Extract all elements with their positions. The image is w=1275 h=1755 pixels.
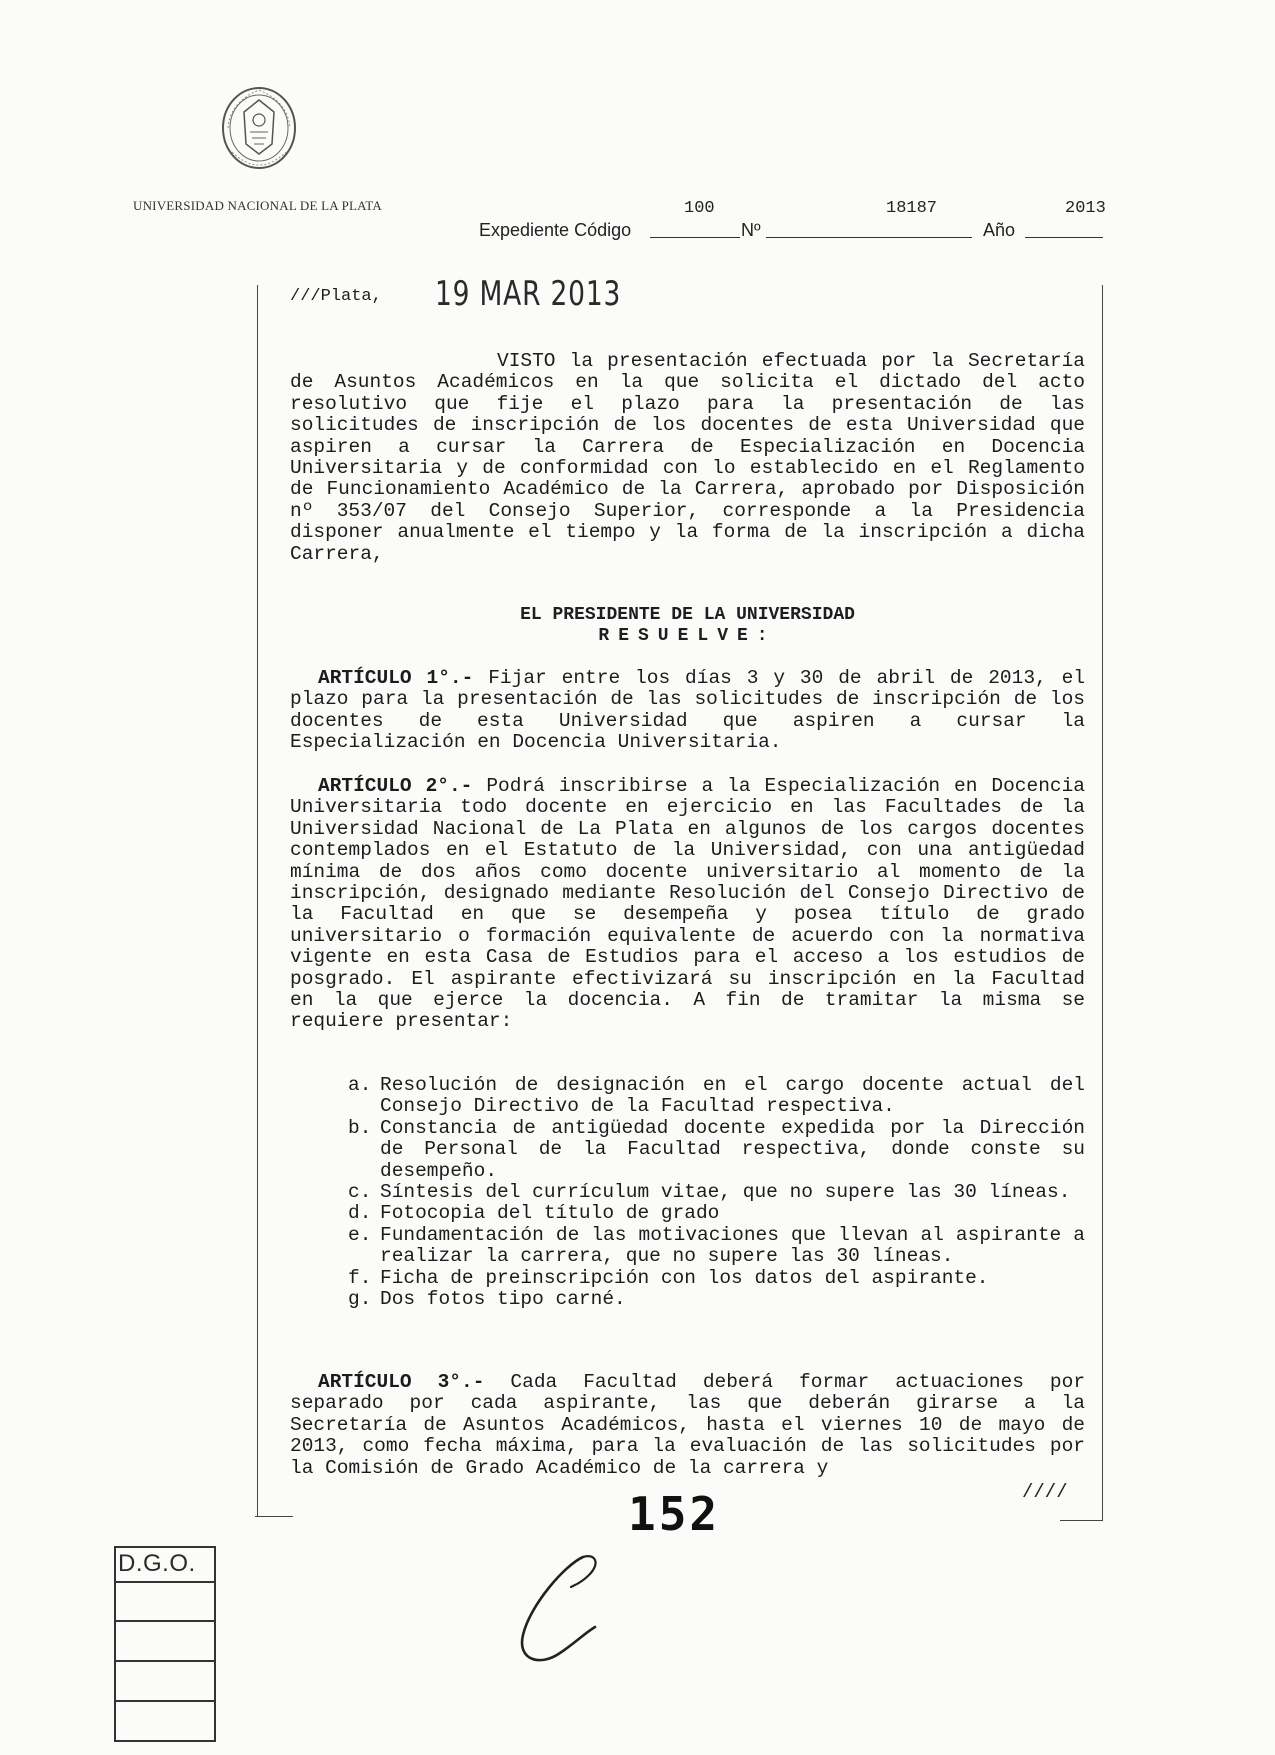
article-2 <box>290 776 1085 1033</box>
list-item <box>348 1268 1085 1289</box>
frame-bottom-left-rule <box>255 1516 293 1517</box>
list-item <box>348 1203 1085 1224</box>
list-item-text: Constancia de antigüedad docente expedida por la Dirección de Personal de la Facultad respectiva, donde conste su desempeño. <box>380 1116 1085 1182</box>
list-item-text: Síntesis del currículum vitae, que no supere las 30 líneas. <box>380 1181 1071 1204</box>
frame-right-rule <box>1102 285 1103 1521</box>
place: ///Plata, <box>290 287 382 306</box>
list-item <box>348 1225 1085 1268</box>
list-item-letter: d. <box>348 1202 372 1225</box>
requirements-list <box>348 1075 1085 1310</box>
stamp-divider <box>116 1660 214 1662</box>
list-item-letter: b. <box>348 1116 372 1139</box>
article-1-label: ARTÍCULO 1°.- <box>318 667 474 689</box>
article-1 <box>290 668 1085 754</box>
list-item-text: Ficha de preinscripción con los datos del aspirante. <box>380 1266 989 1289</box>
frame-left-rule <box>257 285 258 1516</box>
list-item <box>348 1182 1085 1203</box>
list-item-text: Fundamentación de las motivaciones que llevan al aspirante a realizar la carrera, que no supere las 30 líneas. <box>380 1223 1085 1268</box>
visto-text: VISTO la presentación efectuada por la Secretaría de Asuntos Académicos en la que solicita el dictado del acto resolutivo que fije el plazo para la presentación de las solicitudes de inscripción de los docentes de esta Universidad que aspiren a cursar la Carrera de Especialización en Docencia Universitaria y de conformidad con lo establecido en el Reglamento de Funcionamiento Académico de la Carrera, aprobado por Disposición nº 353/07 del Consejo Superior, corresponde a la Presidencia disponer anualmente el tiempo y la forma de la inscripción a dicha Carrera, <box>290 350 1085 565</box>
heading-president: EL PRESIDENTE DE LA UNIVERSIDAD <box>520 605 855 625</box>
list-item <box>348 1118 1085 1182</box>
list-item <box>348 1075 1085 1118</box>
anio-line <box>1025 237 1103 238</box>
article-1-text: Fijar entre los días 3 y 30 de abril de 2013, el plazo para la presentación de las solicitudes de inscripción de los docentes de esta Universidad que aspiren a cursar la Especialización en Docencia Universitaria. <box>290 667 1086 754</box>
stamp-divider <box>116 1700 214 1702</box>
handwritten-signature <box>505 1535 655 1675</box>
anio-value: 2013 <box>1065 199 1106 218</box>
visto-paragraph <box>290 351 1085 565</box>
list-item-text: Resolución de designación en el cargo docente actual del Consejo Directivo de la Facultad respectiva. <box>380 1074 1085 1118</box>
anio-label: Año <box>983 220 1016 240</box>
article-3-label: ARTÍCULO 3°.- <box>318 1371 485 1393</box>
list-item <box>348 1289 1085 1310</box>
codigo-value: 100 <box>684 199 715 218</box>
dgo-stamp-title: D.G.O. <box>118 1550 196 1577</box>
numero-value: 18187 <box>886 199 938 218</box>
numero-label: Nº <box>741 220 761 240</box>
article-3 <box>290 1372 1085 1479</box>
list-item-letter: e. <box>348 1223 372 1246</box>
article-3-text: Cada Facultad deberá formar actuaciones por separado por cada aspirante, las que deberán girarse a la Secretaría de Asuntos Académicos, hasta el viernes 10 de mayo de 2013, como fecha máxima, para la evaluación de las solicitudes por la Comisión de Grado Académico de la carrera y <box>290 1371 1086 1479</box>
continuation-mark: //// <box>1022 1481 1068 1503</box>
resolution-number: 152 <box>628 1487 721 1541</box>
stamp-divider <box>116 1581 214 1583</box>
list-item-letter: f. <box>348 1266 372 1289</box>
heading-resuelve: RESUELVE: <box>598 626 777 646</box>
frame-bottom-right-rule <box>1060 1520 1103 1521</box>
expediente-label: Expediente Código <box>479 220 632 240</box>
article-2-label: ARTÍCULO 2°.- <box>318 775 473 797</box>
list-item-letter: a. <box>348 1074 372 1096</box>
date-stamp: 19 MAR 2013 <box>435 274 622 314</box>
list-item-text: Dos fotos tipo carné. <box>380 1288 626 1311</box>
list-item-text: Fotocopia del título de grado <box>380 1202 720 1225</box>
stamp-divider <box>116 1620 214 1622</box>
codigo-line <box>650 237 740 238</box>
university-name: UNIVERSIDAD NACIONAL DE LA PLATA <box>133 198 382 213</box>
list-item-letter: c. <box>348 1181 372 1204</box>
numero-line <box>766 237 972 238</box>
university-seal-logo <box>214 82 304 182</box>
list-item-letter: g. <box>348 1288 372 1311</box>
article-2-text: Podrá inscribirse a la Especialización en Docencia Universitaria todo docente en ejercicio en las Facultades de la Universidad Nacional de La Plata en algunos de los cargos docentes contemplados en el Estatuto de la Universidad, con una antigüedad mínima de dos años como docente universitario al momento de la inscripción, designado mediante Resolución del Consejo Directivo de la Facultad en que se desempeña y posea título de grado universitario o formación equivalente de acuerdo con la normativa vigente en esta Casa de Estudios para el acceso a los estudios de posgrado. El aspirante efectivizará su inscripción en la Facultad en la que ejerce la docencia. A fin de tramitar la misma se requiere presentar: <box>290 775 1086 1033</box>
